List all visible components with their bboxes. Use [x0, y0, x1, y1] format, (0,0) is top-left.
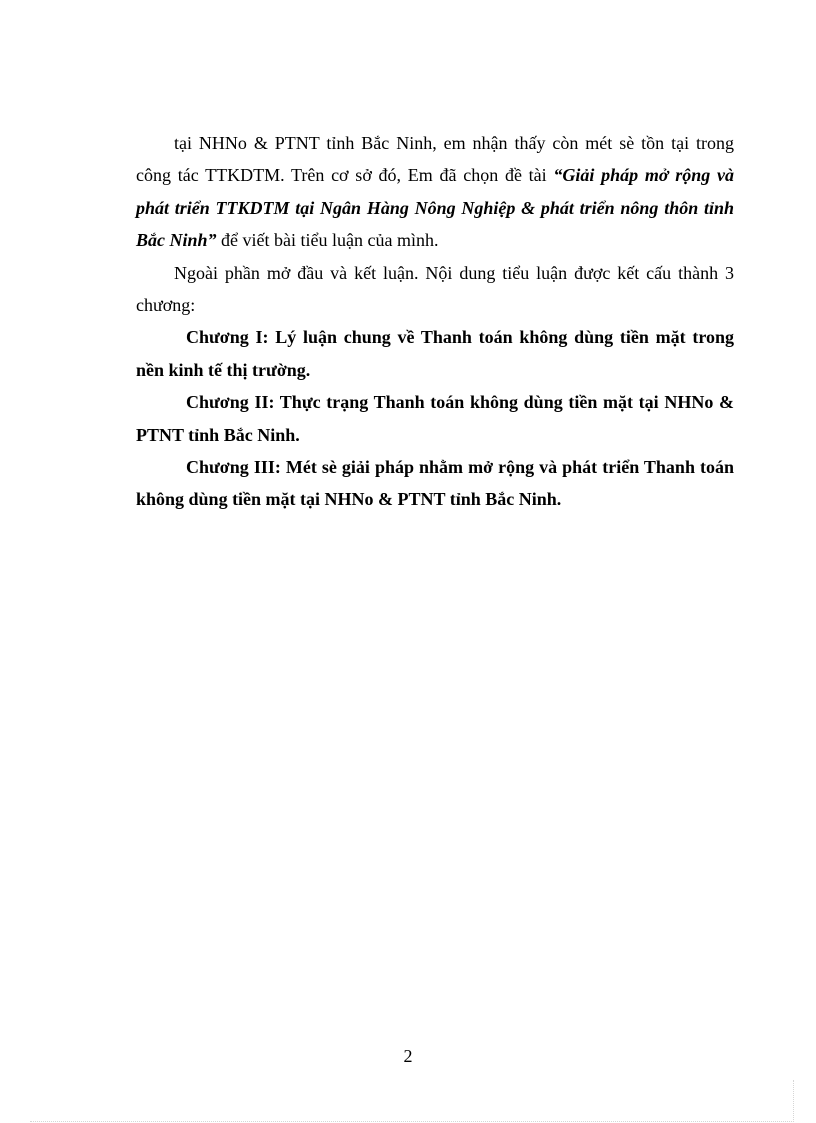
intro-paragraph [136, 127, 734, 257]
chapter-3-heading: Chương III: Mét sè giải pháp nhằm mở rộng và phát triển Thanh toán không dùng tiền mặt tại NHNo & PTNT tỉnh Bắc Ninh. [136, 457, 734, 510]
thesis-title-quote: “Giải pháp mở rộng và phát triển TTKDTM tại Ngân Hàng Nông Nghiệp & phát triển nông thôn tỉnh Bắc Ninh” [136, 165, 735, 251]
intro-text-before: tại NHNo & PTNT tỉnh Bắc Ninh, em nhận thấy còn mét sè tồn tại trong công tác TTKDTM. Trên cơ sở đó, Em đã chọn đề tài [136, 133, 734, 186]
intro-text-after: để viết bài tiểu luận của mình. [216, 230, 439, 251]
structure-paragraph: Ngoài phần mở đầu và kết luận. Nội dung tiểu luận được kết cấu thành 3 chương: [136, 262, 734, 316]
page-bottom-edge [30, 1121, 794, 1122]
body-text [136, 127, 734, 516]
chapter-1-heading: Chương I: Lý luận chung về Thanh toán không dùng tiền mặt trong nền kinh tế thị trường. [136, 327, 734, 380]
page-margin-guide [793, 1080, 794, 1120]
page-number: 2 [403, 1046, 413, 1066]
chapter-2-heading: Chương II: Thực trạng Thanh toán không dùng tiền mặt tại NHNo & PTNT tỉnh Bắc Ninh. [136, 392, 734, 445]
